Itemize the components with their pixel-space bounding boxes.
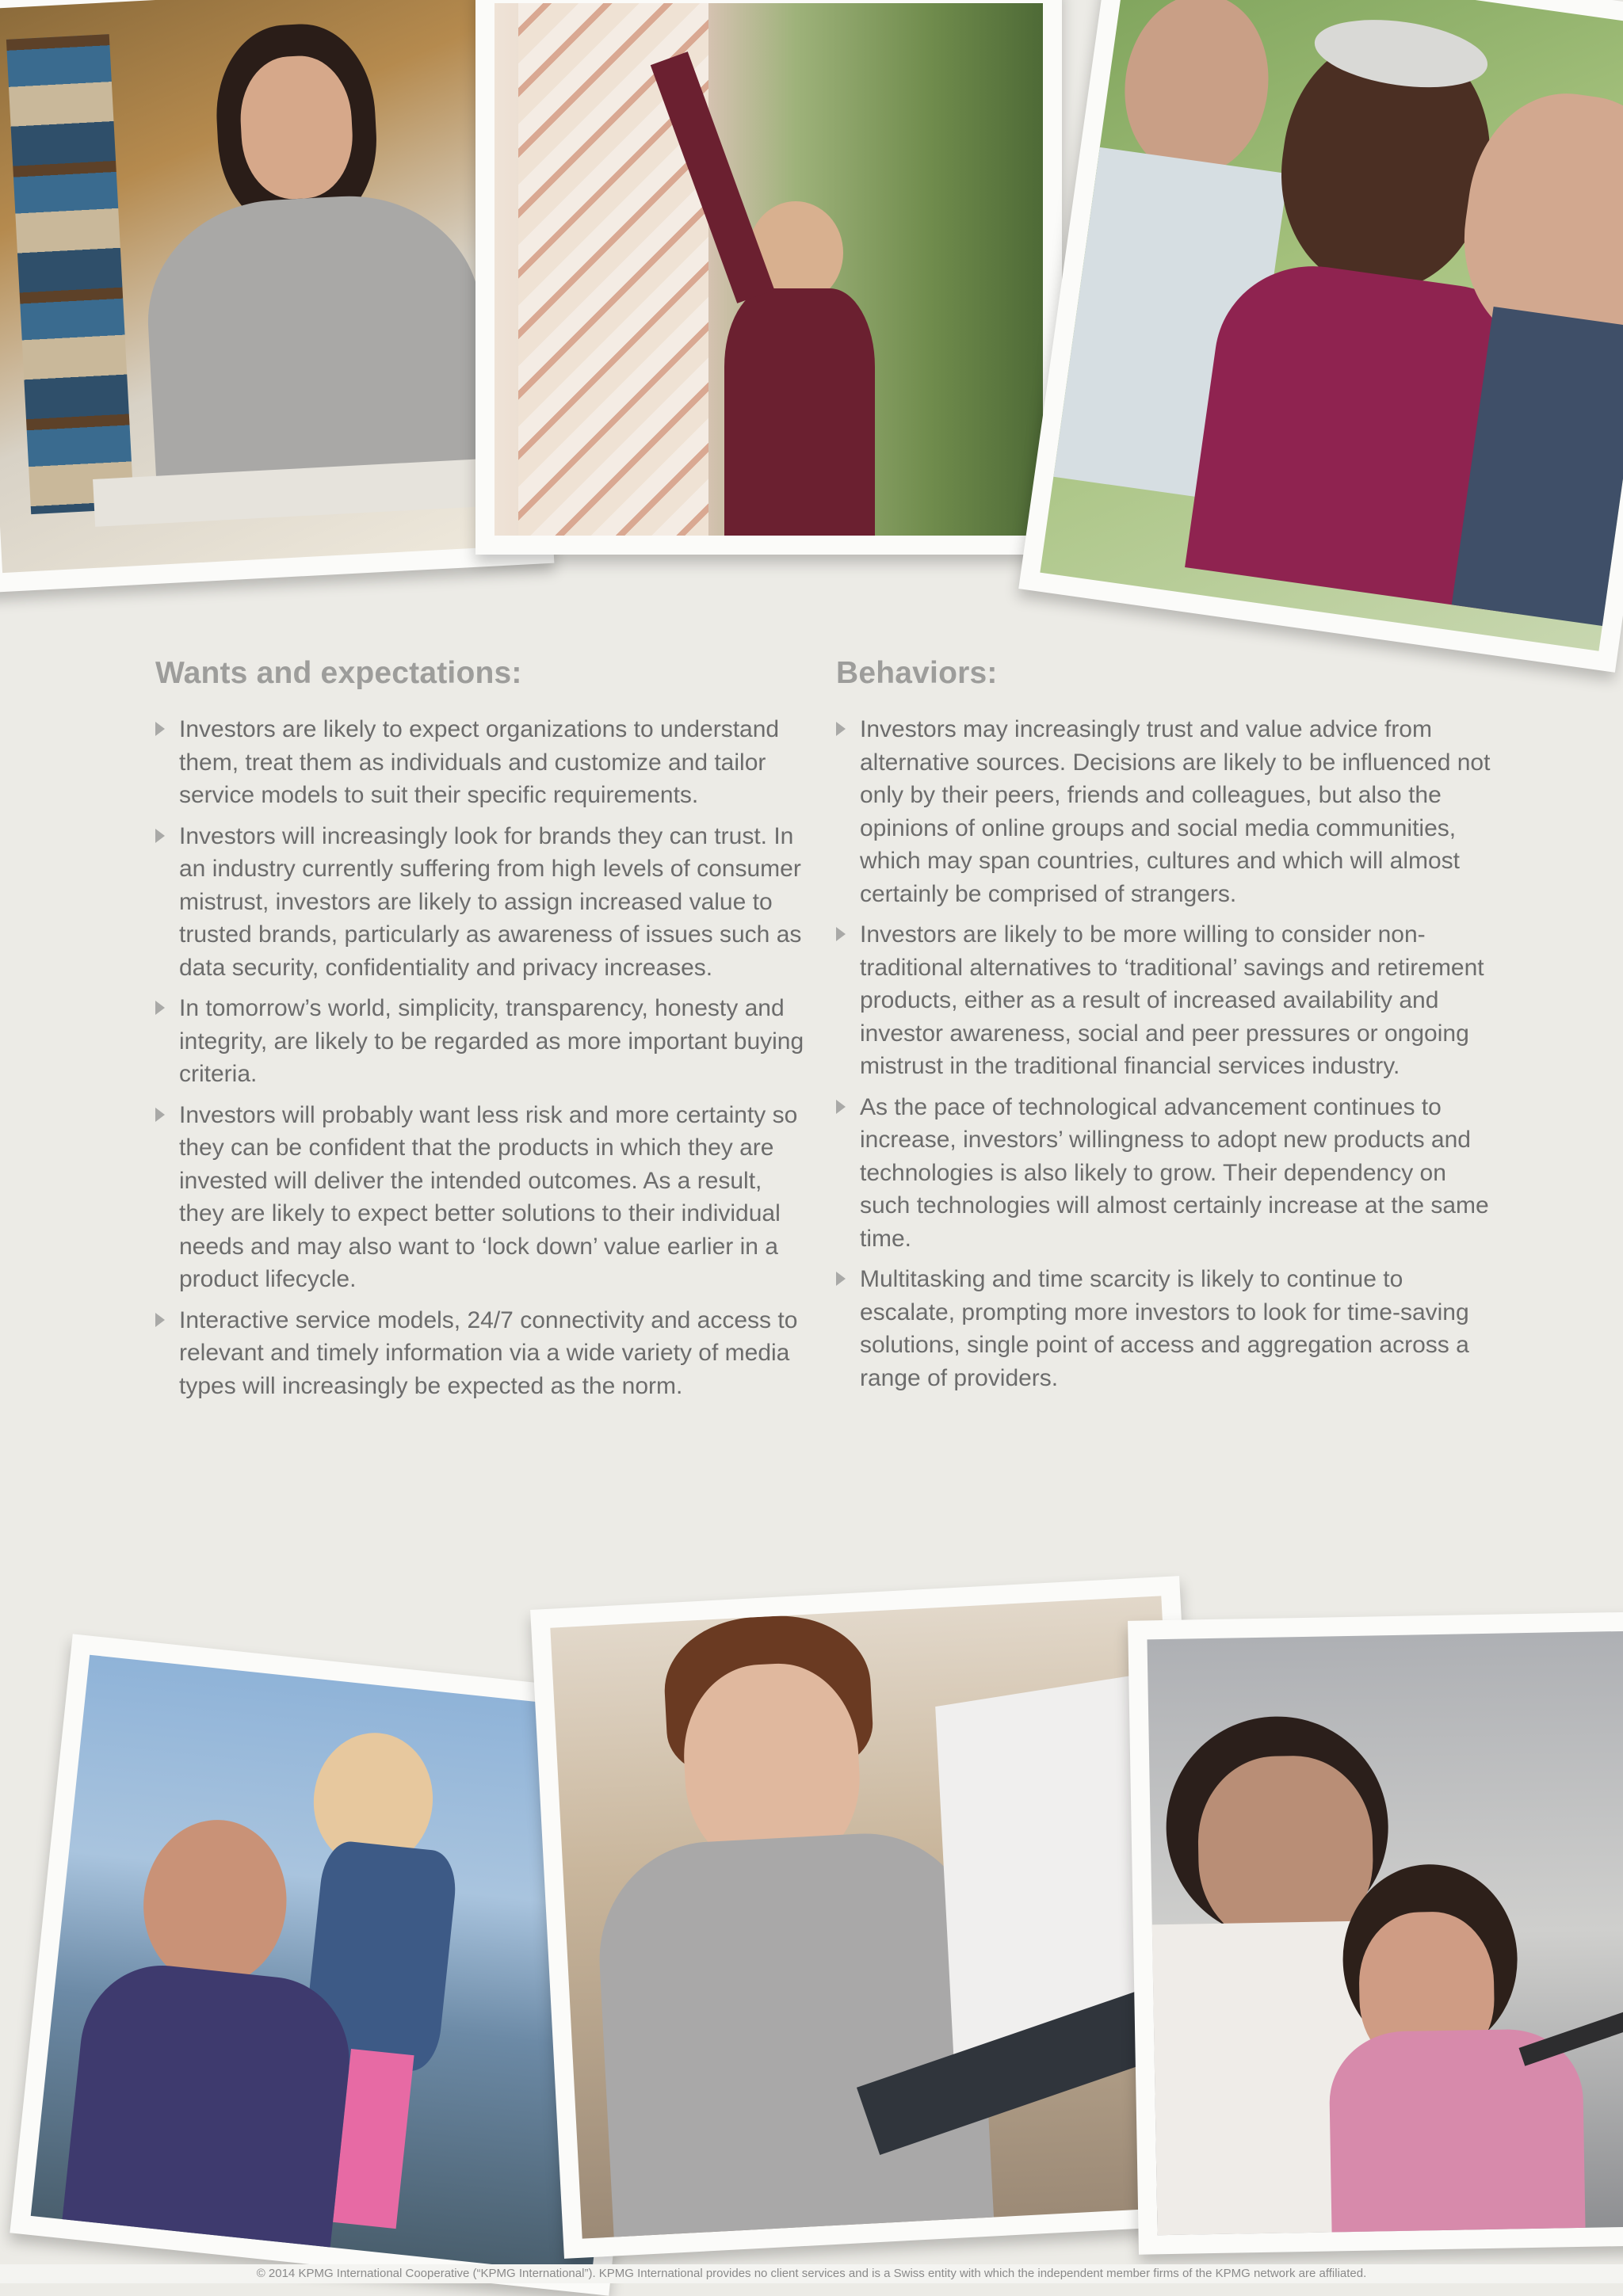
arrow-bullet-icon	[155, 1108, 165, 1122]
arrow-bullet-icon	[155, 722, 165, 736]
list-item: Investors may increasingly trust and value advice from alternative sources. Decisions are likely to be influenced not only by their peers, friends and colleagues, but also the opinions of online groups and social media communities, which may span countries, cultures and which will almost certainly be comprised of strangers.	[836, 713, 1494, 910]
arrow-bullet-icon	[836, 1100, 846, 1114]
photo-young-man-laptop	[530, 1576, 1213, 2259]
behaviors-list	[836, 713, 1494, 1394]
list-item: Multitasking and time scarcity is likely to continue to escalate, prompting more investors to look for time-saving solutions, single point of access and aggregation across a range of providers.	[836, 1263, 1494, 1394]
behaviors-heading: Behaviors:	[836, 656, 998, 690]
arrow-bullet-icon	[836, 1272, 846, 1286]
arrow-bullet-icon	[155, 1001, 165, 1015]
wants-list	[155, 713, 813, 1402]
wants-heading: Wants and expectations:	[155, 656, 522, 690]
arrow-bullet-icon	[836, 927, 846, 941]
list-item: Interactive service models, 24/7 connectivity and access to relevant and timely information via a wide variety of media types will increasingly be expected as the norm.	[155, 1304, 813, 1403]
list-item: In tomorrow’s world, simplicity, transparency, honesty and integrity, are likely to be regarded as more important buying criteria.	[155, 992, 813, 1091]
list-item: As the pace of technological advancement continues to increase, investors’ willingness to adopt new products and technologies is also likely to grow. Their dependency on such technologies will almost certainly increase at the same time.	[836, 1091, 1494, 1256]
list-item: Investors will probably want less risk and more certainty so they can be confident that the products in which they are invested will deliver the intended outcomes. As a result, they are likely to expect better solutions to their individual needs and may also want to ‘lock down’ value earlier in a product lifecycle.	[155, 1099, 813, 1296]
arrow-bullet-icon	[836, 722, 846, 736]
arrow-bullet-icon	[155, 829, 165, 843]
photo-mother-child-tablet	[1128, 1611, 1623, 2254]
photo-woman-writing	[0, 0, 554, 593]
photo-child-laundry	[475, 0, 1062, 555]
list-item: Investors are likely to be more willing to consider non-traditional alternatives to ‘traditional’ savings and retirement products, either as a result of increased availability and investor awareness, social and peer pressures or ongoing mistrust in the traditional financial services industry.	[836, 918, 1494, 1083]
behaviors-column	[836, 656, 1494, 1402]
photo-elderly-men	[1018, 0, 1623, 673]
arrow-bullet-icon	[155, 1313, 165, 1327]
wants-expectations-column	[155, 656, 813, 1410]
list-item: Investors are likely to expect organizations to understand them, treat them as individuals and customize and tailor service models to suit their specific requirements.	[155, 713, 813, 812]
list-item: Investors will increasingly look for brands they can trust. In an industry currently suffering from high levels of consumer mistrust, investors are likely to assign increased value to trusted brands, particularly as awareness of issues such as data security, confidentiality and privacy increases.	[155, 820, 813, 985]
copyright-footer: © 2014 KPMG International Cooperative (“KPMG International”). KPMG International provides no client services and is a Swiss entity with which the independent member firms of the KPMG network are affiliated.	[0, 2264, 1623, 2283]
